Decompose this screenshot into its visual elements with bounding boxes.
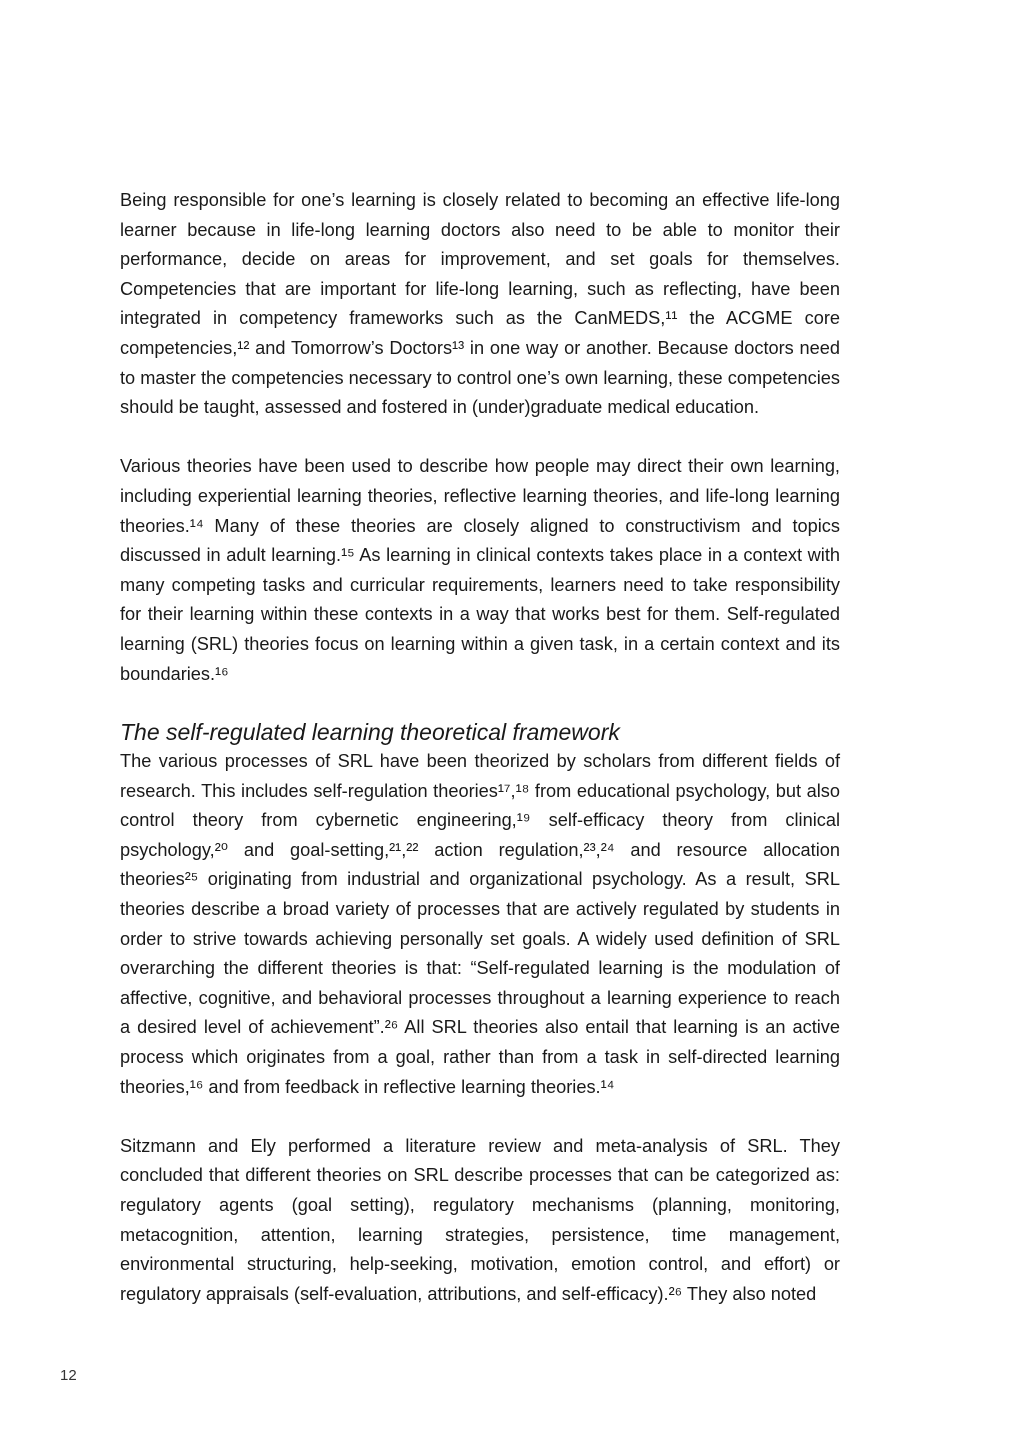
page-number: 12 — [60, 1367, 77, 1384]
section-heading: The self-regulated learning theoretical framework — [120, 719, 620, 746]
body-text-column — [120, 186, 840, 1309]
paragraph-lifelong-learning: Being responsible for one’s learning is closely related to becoming an effective life-long learner because in life-long learning doctors also need to be able to monitor their performance, decide on areas for improvement, and set goals for themselves. Competencies that are important for life-long learning, such as reflecting, have been integrated in competency frameworks such as the CanMEDS,¹¹ the ACGME core competencies,¹² and Tomorrow’s Doctors¹³ in one way or another. Because doctors need to master the competencies necessary to control one’s own learning, these competencies should be taught, assessed and fostered in (under)graduate medical education. — [120, 190, 840, 418]
paragraph-srl-processes: The various processes of SRL have been theorized by scholars from different fields of research. This includes self-regulation theories¹⁷,¹⁸ from educational psychology, but also control theory from cybernetic engineering,¹⁹ self-efficacy theory from clinical psychology,²⁰ and goal-setting,²¹,²² action regulation,²³,²⁴ and resource allocation theories²⁵ originating from industrial and organizational psychology. As a result, SRL theories describe a broad variety of processes that are actively regulated by students in order to strive towards achieving personally set goals. A widely used definition of SRL overarching the different theories is that: “Self-regulated learning is the modulation of affective, cognitive, and behavioral processes throughout a learning experience to reach a desired level of achievement”.²⁶ All SRL theories also entail that learning is an active process which originates from a goal, rather than from a task in self-directed learning theories,¹⁶ and from feedback in reflective learning theories.¹⁴ — [120, 751, 840, 1097]
paragraph-learning-theories: Various theories have been used to describe how people may direct their own learning, including experiential learning theories, reflective learning theories, and life-long learning theories.¹⁴ Many of these theories are closely aligned to constructivism and topics discussed in adult learning.¹⁵ As learning in clinical contexts takes place in a context with many competing tasks and curricular requirements, learners need to take responsibility for their learning within these contexts in a way that works best for them. Self-regulated learning (SRL) theories focus on learning within a given task, in a certain context and its boundaries.¹⁶ — [120, 456, 840, 684]
paragraph-sitzmann-ely: Sitzmann and Ely performed a literature review and meta-analysis of SRL. They concluded that different theories on SRL describe processes that can be categorized as: regulatory agents (goal setting), regulatory mechanisms (planning, monitoring, metacognition, attention, learning strategies, persistence, time management, environmental structuring, help-seeking, motivation, emotion control, and effort) or regulatory appraisals (self-evaluation, attributions, and self-efficacy).²⁶ They also noted — [120, 1135, 840, 1304]
